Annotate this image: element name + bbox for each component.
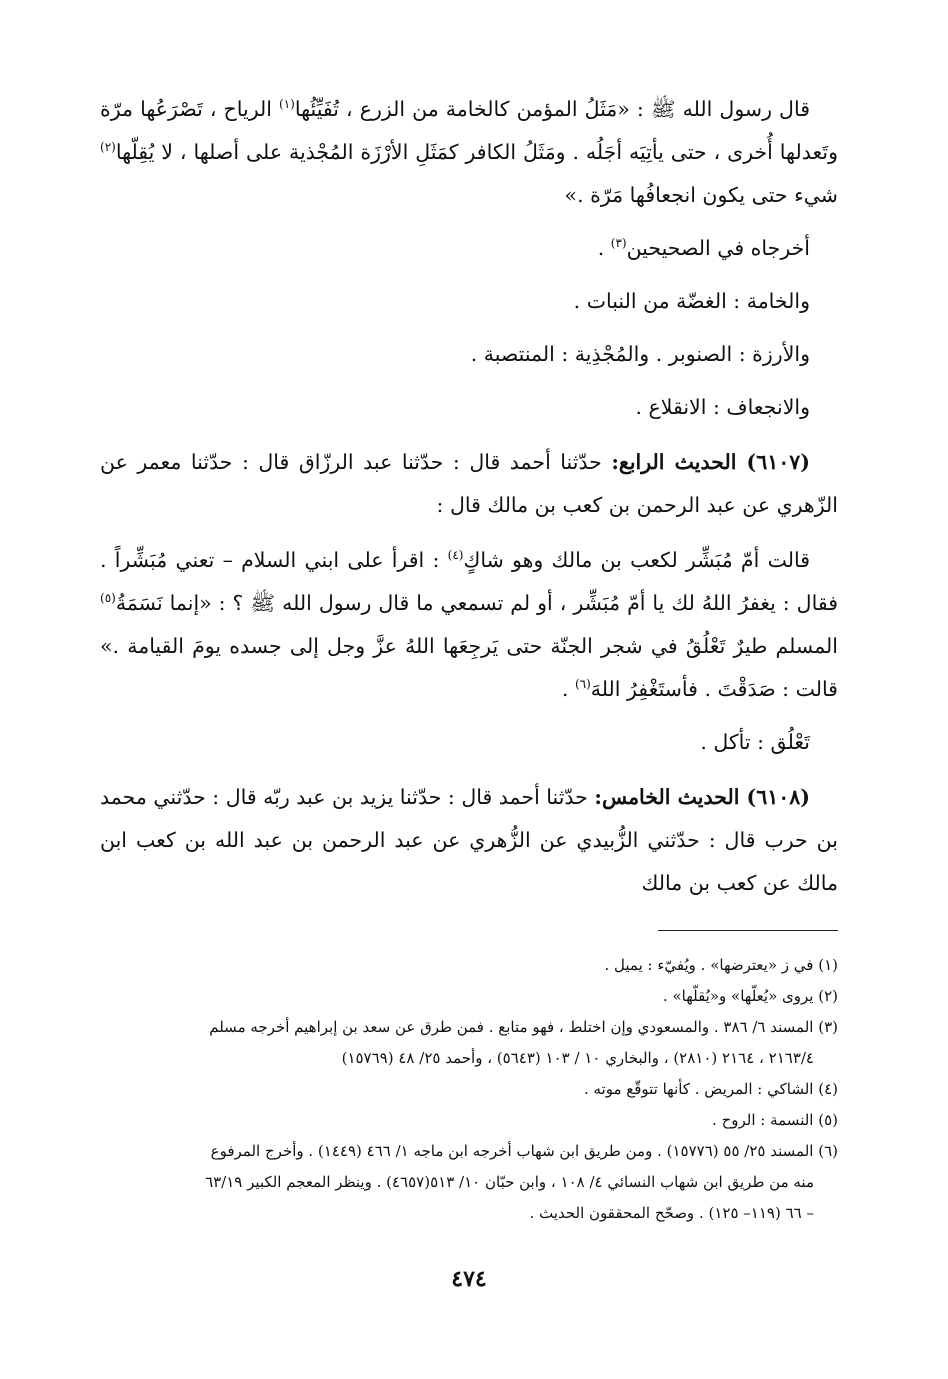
footnote-3-line-2: ٢١٦٣/٤ ، ٢١٦٤ (٢٨١٠) ، والبخاري ١٠ / ١٠٣ (٥٦٤٣) ، وأحمد ٢٥/ ٤٨ (١٥٧٦٩) [341, 1049, 814, 1067]
page-content [100, 88, 838, 1328]
hadith-4-text-paragraph [100, 539, 838, 711]
hadith-text-paragraph [100, 88, 838, 217]
text-segment: قالت أمّ مُبَشِّر لكعب بن مالك وهو شاكٍ [463, 548, 810, 572]
footnote-1: (١) في ز «يعترضها» . ويُفيّء : يميل . [604, 956, 838, 974]
footnote-3 [100, 1012, 838, 1074]
footnote-ref-4[interactable]: (٤) [447, 548, 464, 563]
footnote-ref-2[interactable]: (٢) [100, 140, 116, 155]
footnote-6-line-1: (٦) المسند ٢٥/ ٥٥ (١٥٧٧٦) . ومن طريق ابن شهاب أخرجه ابن ماجه ١/ ٤٦٦ (١٤٤٩) . وأخرج المرفوع [210, 1142, 838, 1160]
footnote-ref-1[interactable]: (١) [279, 97, 295, 112]
page-number: ٤٧٤ [451, 1266, 487, 1292]
text-segment: الرياح ، تَصْرَعُها مرّة وتَعدلها أُخرى ، حتى يأتِيَه أجَلُه . ومَثَلُ الكافر كمَثَلِ الأرْزَة المُجْذية على أصلها ، لا يُقِلّها [100, 97, 838, 164]
footnote-ref-6[interactable]: (٦) [574, 677, 591, 692]
footnote-ref-3[interactable]: (٣) [610, 236, 627, 251]
hadith-4-heading: (٦١٠٧) الحديث الرابع: [611, 450, 810, 474]
text-segment: . [597, 236, 611, 260]
text-segment: المسلم طيرٌ تَعْلُقُ في شجر الجنّة حتى يَرجِعَها اللهُ عزَّ وجل إلى جسده يومَ القيامة .» قالت : صَدَقْتَ . فأستَغْفِرُ اللهَ [100, 634, 838, 701]
text-segment: قال رسول الله ﷺ : «مَثَلُ المؤمن كالخامة من الزرع ، تُفَيِّئُها [294, 97, 810, 121]
text-segment: أخرجاه في الصحيحين [626, 236, 810, 260]
footnote-6-line-2: منه من طريق ابن شهاب النسائي ٤/ ١٠٨ ، وابن حبّان ١٠/ ٥١٣(٤٦٥٧) . وينظر المعجم الكبير ٦٣/١٩ [205, 1173, 814, 1191]
isnad-text: حدّثنا أحمد قال : حدّثنا يزيد بن عبد ربّه قال : حدّثني محمد بن حرب قال : حدّثني الزُّبيدي عن الزُّهري عن عبد الرحمن بن عبد الله بن كعب ابن مالك عن كعب بن مالك [100, 785, 838, 895]
hadith-4-heading-paragraph [100, 441, 838, 527]
text-segment: شيء حتى يكون انجعافُها مَرّة .» [564, 183, 838, 207]
hadith-5-heading: (٦١٠٨) الحديث الخامس: [594, 785, 810, 809]
text-segment: . [561, 677, 575, 701]
footnote-3-line-1: (٣) المسند ٦/ ٣٨٦ . والمسعودي وإن اختلط ، فهو متابع . فمن طرق عن سعد بن إبراهيم أخرجه مسلم [209, 1018, 838, 1036]
gloss-khama: والخامة : الغضّة من النبات . [573, 289, 810, 313]
footnote-6 [100, 1136, 838, 1229]
footnote-5: (٥) النسمة : الروح . [712, 1111, 838, 1129]
text-segment: : اقرأ على ابني السلام – تعني مُبَشِّراً . فقال : يغفرُ اللهُ لك يا أمّ مُبَشِّر ، أو لم تسمعي ما قال رسول الله ﷺ ؟ : «إنما نَسَمَةُ [100, 548, 838, 615]
footnote-6-line-3: – ٦٦ (١١٩– ١٢٥) . وصحّح المحققون الحديث . [529, 1204, 814, 1222]
gloss-talluq: تَعْلُق : تأكل . [700, 730, 810, 754]
footnotes-section [100, 950, 838, 1229]
isnad-text: حدّثنا أحمد قال : حدّثنا عبد الرزّاق قال : حدّثنا معمر عن الزّهري عن عبد الرحمن بن كعب بن مالك قال : [100, 450, 838, 517]
hadith-5-heading-paragraph [100, 776, 838, 905]
footnote-ref-5[interactable]: (٥) [100, 591, 116, 606]
gloss-arza: والأرزة : الصنوبر . والمُجْذِية : المنتصبة . [470, 342, 810, 366]
footnote-4: (٤) الشاكي : المريض . كأنها تتوقّع موته . [583, 1080, 838, 1098]
footnote-divider [658, 930, 838, 931]
gloss-injiaf: والانجعاف : الانقلاع . [635, 395, 810, 419]
footnote-2: (٢) يروى «يُعلّها» و«يُقلّها» . [662, 987, 838, 1005]
takhrij-paragraph [100, 227, 838, 270]
